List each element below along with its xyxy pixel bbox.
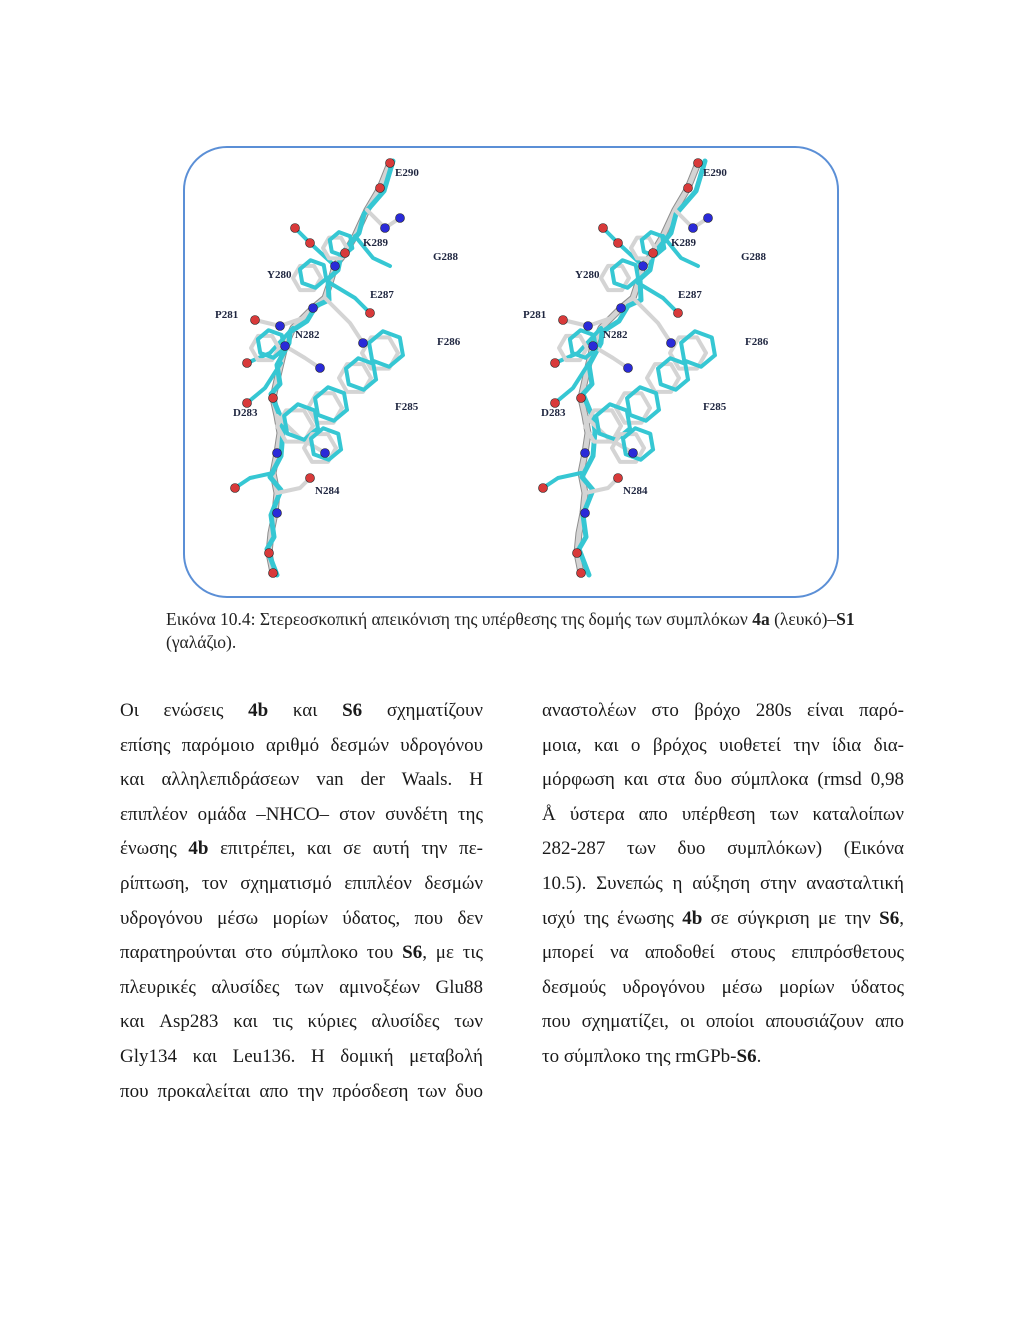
oxygen-atom xyxy=(265,549,274,558)
caption-compound-4a: 4a xyxy=(752,609,770,629)
stereo-molecule-image xyxy=(185,148,839,598)
side-chain-bond xyxy=(633,298,671,343)
side-chain-bond xyxy=(325,298,363,343)
oxygen-atom xyxy=(614,474,623,483)
oxygen-atom xyxy=(366,309,375,318)
oxygen-atom xyxy=(551,359,560,368)
oxygen-atom xyxy=(573,549,582,558)
nitrogen-atom xyxy=(321,449,330,458)
residue-label: K289 xyxy=(671,237,697,249)
nitrogen-atom xyxy=(584,322,593,331)
text-line: που προκαλείται απο την πρόσδεση των δυο xyxy=(120,1080,483,1102)
residue-label: N282 xyxy=(295,329,320,341)
text-line: δεσμούς υδρογόνου μέσω μορίων ύδατος xyxy=(542,976,904,998)
residue-label: E287 xyxy=(370,289,394,301)
nitrogen-atom xyxy=(359,339,368,348)
oxygen-atom xyxy=(539,484,548,493)
residue-label: F286 xyxy=(745,336,769,348)
text-line: παρατηρούνται στο σύμπλοκο του S6, με τις xyxy=(120,942,483,964)
side-chain-bond xyxy=(593,346,628,368)
text-line: Οι ενώσεις 4b και S6 σχηματίζουν xyxy=(120,700,483,721)
nitrogen-atom xyxy=(396,214,405,223)
oxygen-atom xyxy=(306,474,315,483)
oxygen-atom xyxy=(376,184,385,193)
residue-label: N284 xyxy=(315,485,340,497)
figure-caption xyxy=(166,608,896,654)
nitrogen-atom xyxy=(629,449,638,458)
text-line: το σύμπλοκο της rmGPb-S6. xyxy=(542,1045,762,1067)
text-line: ρίπτωση, τον σχηματισμό επιπλέον δεσμών xyxy=(120,872,483,894)
oxygen-atom xyxy=(684,184,693,193)
nitrogen-atom xyxy=(704,214,713,223)
side-chain-bond xyxy=(235,473,273,488)
oxygen-atom xyxy=(386,159,395,168)
oxygen-atom xyxy=(269,394,278,403)
text-line: υδρογόνου μέσω μορίων ύδατος, που δεν xyxy=(120,907,483,929)
residue-label: E290 xyxy=(395,167,419,179)
oxygen-atom xyxy=(674,309,683,318)
stereo-figure xyxy=(183,146,839,598)
caption-compound-s1: S1 xyxy=(836,609,855,629)
oxygen-atom xyxy=(341,249,350,258)
body-text-left-column xyxy=(120,694,483,1109)
residue-label: E287 xyxy=(678,289,702,301)
oxygen-atom xyxy=(306,239,315,248)
side-chain-bond xyxy=(543,473,581,488)
body-text-right-column xyxy=(542,694,904,1075)
text-line: και αλληλεπιδράσεων van der Waals. Η xyxy=(120,769,483,791)
text-line: πλευρικές αλυσίδες των αμινοξέων Glu88 xyxy=(120,976,483,998)
side-chain-bond xyxy=(277,478,310,493)
nitrogen-atom xyxy=(624,364,633,373)
residue-label: F286 xyxy=(437,336,461,348)
text-line: μπορεί να αποδοθεί στους επιπρόσθετους xyxy=(542,942,904,964)
residue-label: Y280 xyxy=(267,269,292,281)
residue-label: N284 xyxy=(623,485,648,497)
oxygen-atom xyxy=(251,316,260,325)
residue-label: K289 xyxy=(363,237,389,249)
text-line: 10.5). Συνεπώς η αύξηση στην ανασταλτική xyxy=(542,872,904,894)
text-line: ισχύ της ένωσης 4b σε σύγκριση με την S6, xyxy=(542,907,904,929)
text-line: μοια, και ο βρόχος υιοθετεί την ίδια δια- xyxy=(542,734,904,756)
residue-label: N282 xyxy=(603,329,628,341)
text-line: μόρφωση και στα δυο σύμπλοκα (rmsd 0,98 xyxy=(542,769,904,791)
text-line: 282-287 των δυο συμπλόκων) (Εικόνα xyxy=(542,838,904,860)
oxygen-atom xyxy=(694,159,703,168)
text-line: Gly134 και Leu136. Η δομική μεταβολή xyxy=(120,1045,483,1067)
residue-label: D283 xyxy=(541,407,566,419)
oxygen-atom xyxy=(559,316,568,325)
residue-label: G288 xyxy=(433,251,459,263)
residue-label: E290 xyxy=(703,167,727,179)
oxygen-atom xyxy=(599,224,608,233)
residue-label: Y280 xyxy=(575,269,600,281)
oxygen-atom xyxy=(577,394,586,403)
nitrogen-atom xyxy=(581,509,590,518)
nitrogen-atom xyxy=(381,224,390,233)
caption-text: (λευκό)– xyxy=(769,609,837,629)
oxygen-atom xyxy=(243,359,252,368)
residue-label: G288 xyxy=(741,251,767,263)
nitrogen-atom xyxy=(316,364,325,373)
caption-text: Εικόνα 10.4: Στερεοσκοπική απεικόνιση της υπέρθεσης της δομής των συμπλόκων xyxy=(166,609,753,629)
oxygen-atom xyxy=(269,569,278,578)
nitrogen-atom xyxy=(273,509,282,518)
oxygen-atom xyxy=(291,224,300,233)
oxygen-atom xyxy=(231,484,240,493)
nitrogen-atom xyxy=(273,449,282,458)
caption-line-1 xyxy=(166,608,896,631)
nitrogen-atom xyxy=(281,342,290,351)
caption-text: (γαλάζιο). xyxy=(166,632,237,652)
nitrogen-atom xyxy=(689,224,698,233)
text-line: αναστολέων στο βρόχο 280s είναι παρό- xyxy=(542,700,904,721)
nitrogen-atom xyxy=(276,322,285,331)
text-line: Å ύστερα απο υπέρθεση των καταλοίπων xyxy=(542,803,904,825)
text-line: επίσης παρόμοιο αριθμό δεσμών υδρογόνου xyxy=(120,734,483,756)
residue-label: D283 xyxy=(233,407,258,419)
text-line: ένωσης 4b επιτρέπει, και σε αυτή την πε- xyxy=(120,838,483,860)
oxygen-atom xyxy=(649,249,658,258)
residue-label: P281 xyxy=(523,309,547,321)
nitrogen-atom xyxy=(309,304,318,313)
nitrogen-atom xyxy=(589,342,598,351)
text-line: επιπλέον ομάδα –NHCO– στον συνδέτη της xyxy=(120,803,483,825)
text-line: και Asp283 και τις κύριες αλυσίδες των xyxy=(120,1011,483,1033)
caption-line-2 xyxy=(166,631,896,654)
text-line: που σχηματίζει, οι οποίοι απουσιάζουν απο xyxy=(542,1011,904,1033)
oxygen-atom xyxy=(577,569,586,578)
nitrogen-atom xyxy=(617,304,626,313)
side-chain-bond xyxy=(285,346,320,368)
residue-label: P281 xyxy=(215,309,239,321)
nitrogen-atom xyxy=(639,262,648,271)
residue-label: F285 xyxy=(703,401,727,413)
residue-label: F285 xyxy=(395,401,419,413)
nitrogen-atom xyxy=(581,449,590,458)
oxygen-atom xyxy=(614,239,623,248)
nitrogen-atom xyxy=(331,262,340,271)
nitrogen-atom xyxy=(667,339,676,348)
